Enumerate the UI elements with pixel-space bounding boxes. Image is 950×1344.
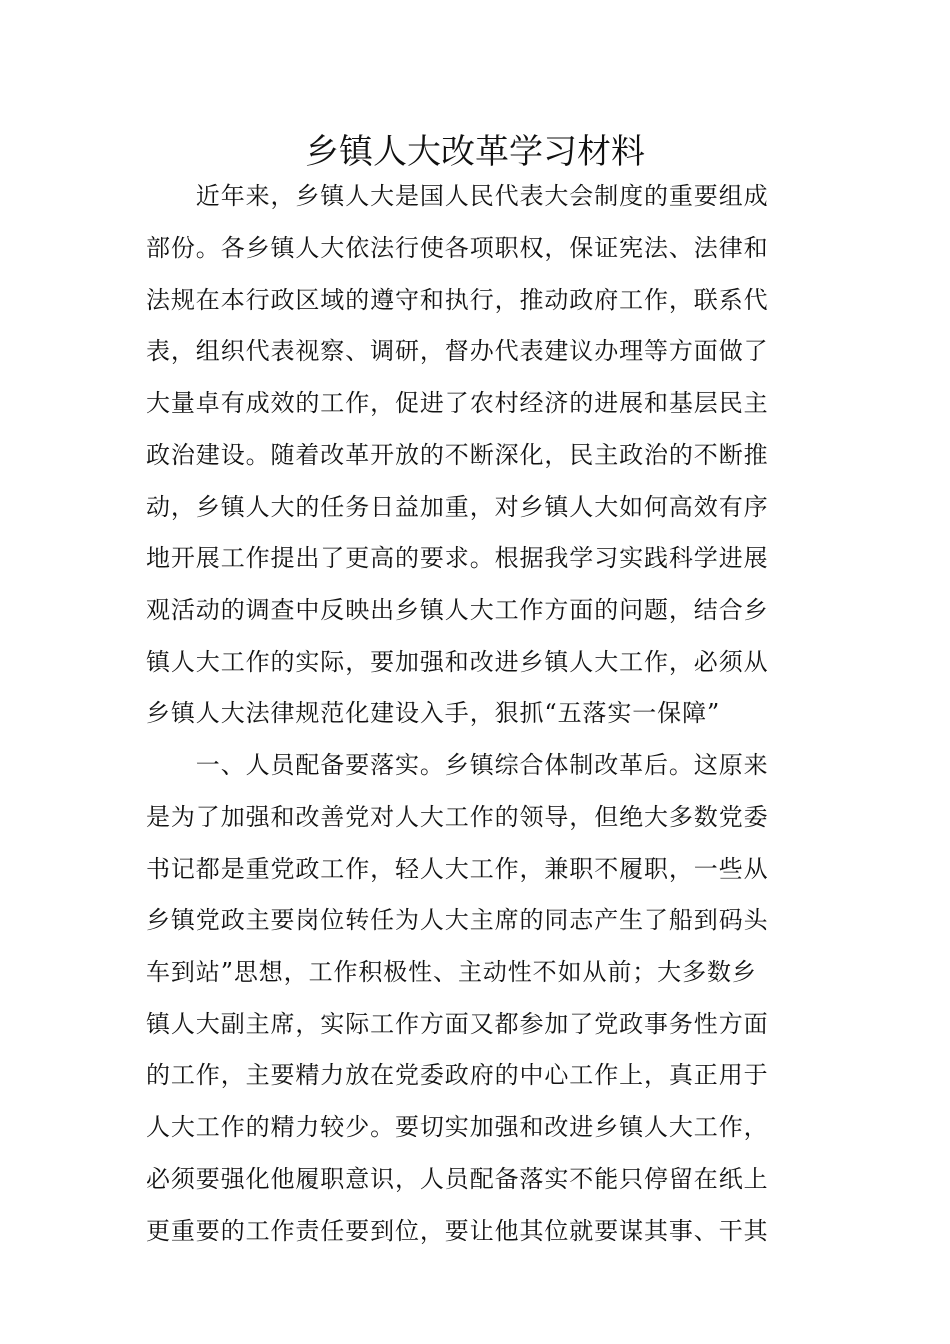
text-line: 必须要强化他履职意识，人员配备落实不能只停留在纸上 [146, 1165, 769, 1193]
text-line: 动，乡镇人大的任务日益加重，对乡镇人大如何高效有序 [146, 493, 769, 521]
text-line: 镇人大副主席，实际工作方面又都参加了党政事务性方面 [146, 1010, 769, 1038]
text-line: 政治建设。随着改革开放的不断深化，民主政治的不断推 [146, 441, 769, 469]
text-line: 观活动的调查中反映出乡镇人大工作方面的问题，结合乡 [146, 596, 769, 624]
text-line: 人大工作的精力较少。要切实加强和改进乡镇人大工作， [146, 1113, 769, 1141]
text-line: 地开展工作提出了更高的要求。根据我学习实践科学进展 [146, 544, 769, 572]
text-line: 法规在本行政区域的遵守和执行，推动政府工作，联系代 [146, 286, 769, 314]
document-title: 乡镇人大改革学习材料 [305, 132, 645, 172]
text-line: 近年来，乡镇人大是国人民代表大会制度的重要组成 [146, 182, 769, 210]
text-line: 一、人员配备要落实。乡镇综合体制改革后。这原来 [146, 751, 769, 779]
text-line: 大量卓有成效的工作，促进了农村经济的进展和基层民主 [146, 389, 769, 417]
text-line: 更重要的工作责任要到位，要让他其位就要谋其事、干其 [146, 1217, 769, 1245]
text-line: 车到站”思想，工作积极性、主动性不如从前；大多数乡 [146, 958, 757, 986]
text-line: 乡镇党政主要岗位转任为人大主席的同志产生了船到码头 [146, 906, 769, 934]
text-line: 是为了加强和改善党对人大工作的领导，但绝大多数党委 [146, 803, 769, 831]
text-line: 书记都是重党政工作，轻人大工作，兼职不履职，一些从 [146, 855, 769, 883]
text-line: 表，组织代表视察、调研，督办代表建议办理等方面做了 [146, 337, 769, 365]
text-line: 镇人大工作的实际，要加强和改进乡镇人大工作，必须从 [146, 648, 769, 676]
text-line: 的工作，主要精力放在党委政府的中心工作上，真正用于 [146, 1061, 769, 1089]
text-line: 部份。各乡镇人大依法行使各项职权，保证宪法、法律和 [146, 234, 769, 262]
text-line: 乡镇人大法律规范化建设入手，狠抓“五落实一保障” [146, 699, 721, 727]
